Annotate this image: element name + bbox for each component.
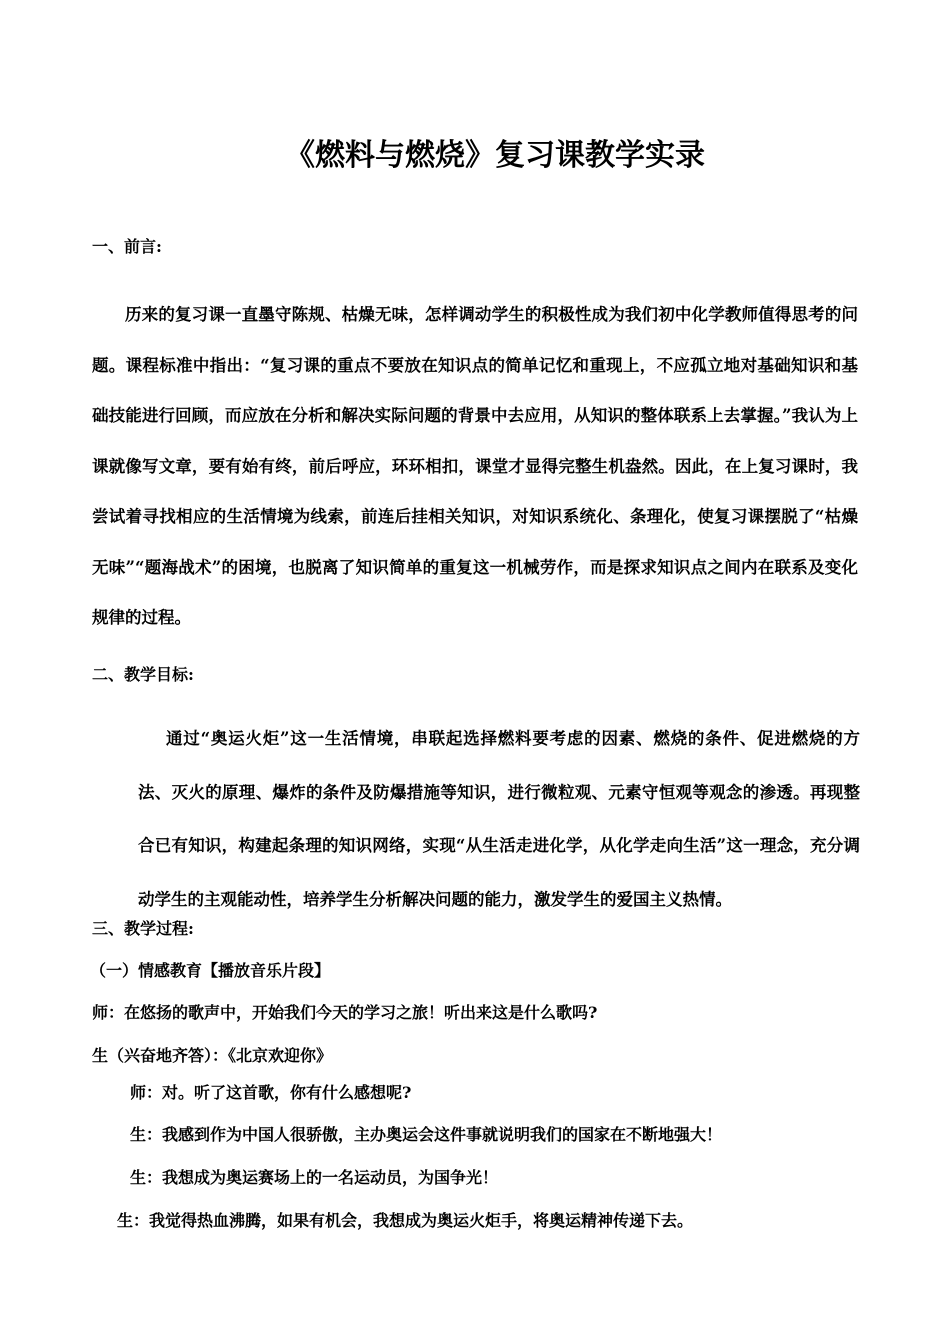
preface-paragraph: 历来的复习课一直墨守陈规、枯燥无味，怎样调动学生的积极性成为我们初中化学教师值得思考的问题。课程标准中指出：“复习课的重点不要放在知识点的简单记忆和重现上，不应孤立地对基础知识和基础技能进行回顾，而应放在分析和解决实际问题的背景中去应用，从知识的整体联系上去掌握。”我认为上课就像写文章，要有始有终，前后呼应，环环相扣，课堂才显得完整生机盎然。因此，在上复习课时，我尝试着寻找相应的生活情境为线索，前连后挂相关知识，对知识系统化、条理化，使复习课摆脱了“枯燥无味”“题海战术”的困境，也脱离了知识简单的重复这一机械劳作，而是探求知识点之间内在联系及变化规律的过程。 (92, 305, 858, 627)
dialogue-line: 师：在悠扬的歌声中，开始我们今天的学习之旅！听出来这是什么歌吗? (92, 1003, 598, 1022)
process-subheading: （一）情感教育【播放音乐片段】 (90, 961, 331, 980)
dialogue-line: 生：我感到作为中国人很骄傲，主办奥运会这件事就说明我们的国家在不断地强大！ (130, 1125, 723, 1144)
dialogue-line: 师：对。听了这首歌，你有什么感想呢? (130, 1083, 412, 1102)
goals-paragraph: 通过“奥运火炬”这一生活情境，串联起选择燃料要考虑的因素、燃烧的条件、促进燃烧的方法、灭火的原理、爆炸的条件及防爆措施等知识，进行微粒观、元素守恒观等观念的渗透。再现整合已有知识，构建起条理的知识网络，实现“从生活走进化学，从化学走向生活”这一理念，充分调动学生的主观能动性，培养学生分析解决问题的能力，激发学生的爱国主义热情。 (138, 729, 860, 909)
dialogue-line: 生：我想成为奥运赛场上的一名运动员，为国争光！ (130, 1168, 499, 1187)
document-title: 《燃料与燃烧》复习课教学实录 (285, 138, 705, 173)
dialogue-line: 生：我觉得热血沸腾，如果有机会，我想成为奥运火炬手，将奥运精神传递下去。 (117, 1211, 694, 1230)
section-heading-goals: 二、教学目标: (92, 665, 194, 684)
dialogue-line: 生（兴奋地齐答）：《北京欢迎你》 (92, 1046, 333, 1065)
section-heading-process: 三、教学过程: (92, 919, 194, 938)
section-heading-preface: 一、前言: (92, 237, 162, 256)
